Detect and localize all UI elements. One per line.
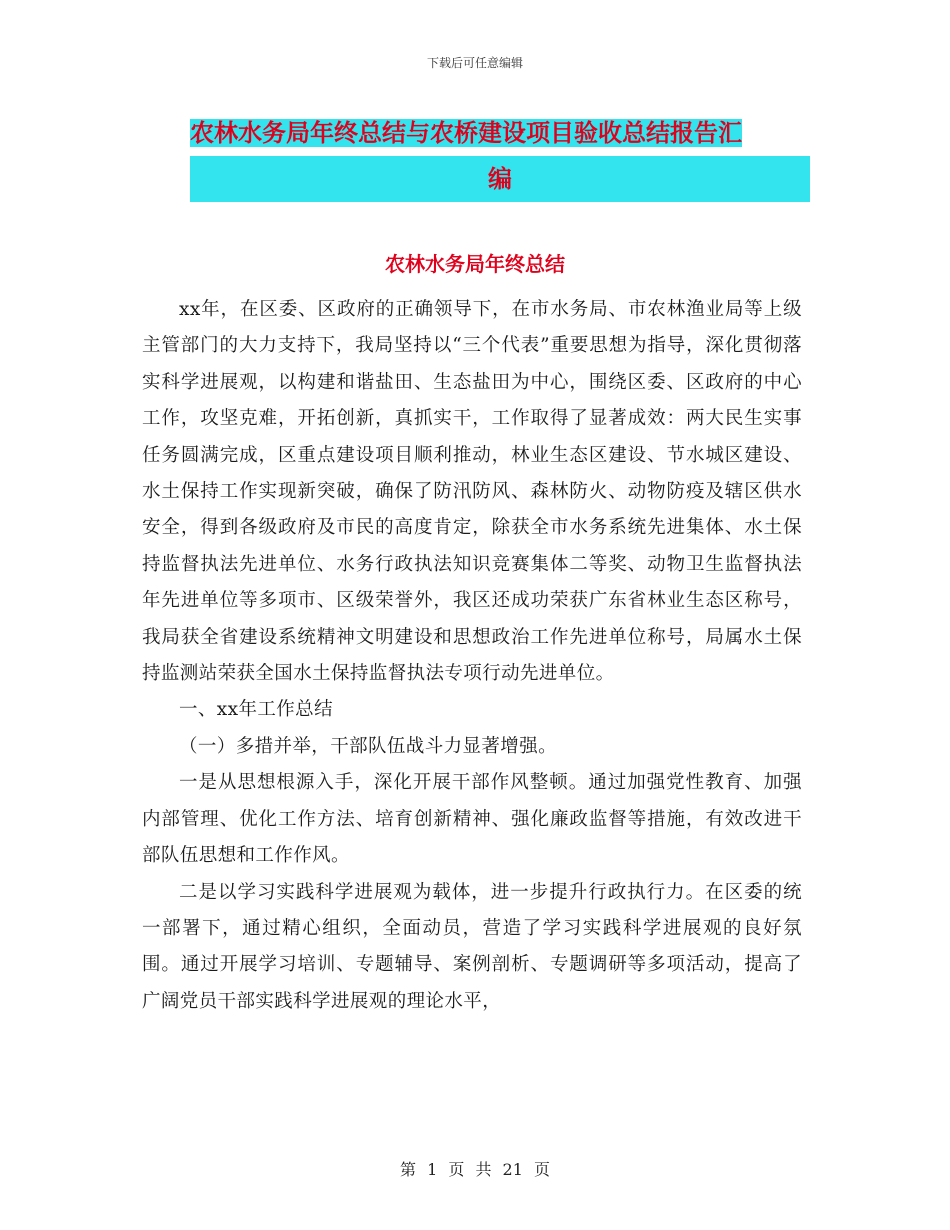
paragraph: （一）多措并举，干部队伍战斗力显著增强。: [179, 735, 558, 757]
paragraph: 一是从思想根源入手，深化开展干部作风整顿。通过加强党性教育、加强内部管理、优化工作方法、培育创新精神、强化廉政监督等措施，有效改进干部队伍思想和工作作风。: [142, 772, 802, 867]
section-title: 农林水务局年终总结: [385, 252, 565, 276]
title-line-2: 编: [488, 165, 512, 193]
paragraph: 二是以学习实践科学进展观为载体，进一步提升行政执行力。在区委的统一部署下，通过精心组织，全面动员，营造了学习实践科学进展观的良好氛围。通过开展学习培训、专题辅导、案例剖析、专题调研等多项活动，提高了广阔党员干部实践科学进展观的理论水平，: [142, 881, 802, 1012]
paragraph: 一、xx年工作总结: [179, 699, 333, 721]
document-body: [142, 292, 802, 1020]
title-line-1: 农林水务局年终总结与农桥建设项目验收总结报告汇: [190, 119, 742, 147]
document-title: [190, 110, 810, 202]
page-number: 第 1 页 共 21 页: [400, 1160, 550, 1179]
paragraph: xx年，在区委、区政府的正确领导下，在市水务局、市农林渔业局等上级主管部门的大力支持下，我局坚持以“三个代表”重要思想为指导，深化贯彻落实科学进展观，以构建和谐盐田、生态盐田为中心，围绕区委、区政府的中心工作，攻坚克难，开拓创新，真抓实干，工作取得了显著成效：两大民生实事任务圆满完成，区重点建设项目顺利推动，林业生态区建设、节水城区建设、水土保持工作实现新突破，确保了防汛防风、森林防火、动物防疫及辖区供水安全，得到各级政府及市民的高度肯定，除获全市水务系统先进集体、水土保持监督执法先进单位、水务行政执法知识竞赛集体二等奖、动物卫生监督执法年先进单位等多项市、区级荣誉外，我区还成功荣获广东省林业生态区称号，我局获全省建设系统精神文明建设和思想政治工作先进单位称号，局属水土保持监测站荣获全国水土保持监督执法专项行动先进单位。: [142, 299, 802, 685]
header-note: 下载后可任意编辑: [426, 56, 523, 70]
title-line-2-wrapper: [190, 156, 810, 202]
